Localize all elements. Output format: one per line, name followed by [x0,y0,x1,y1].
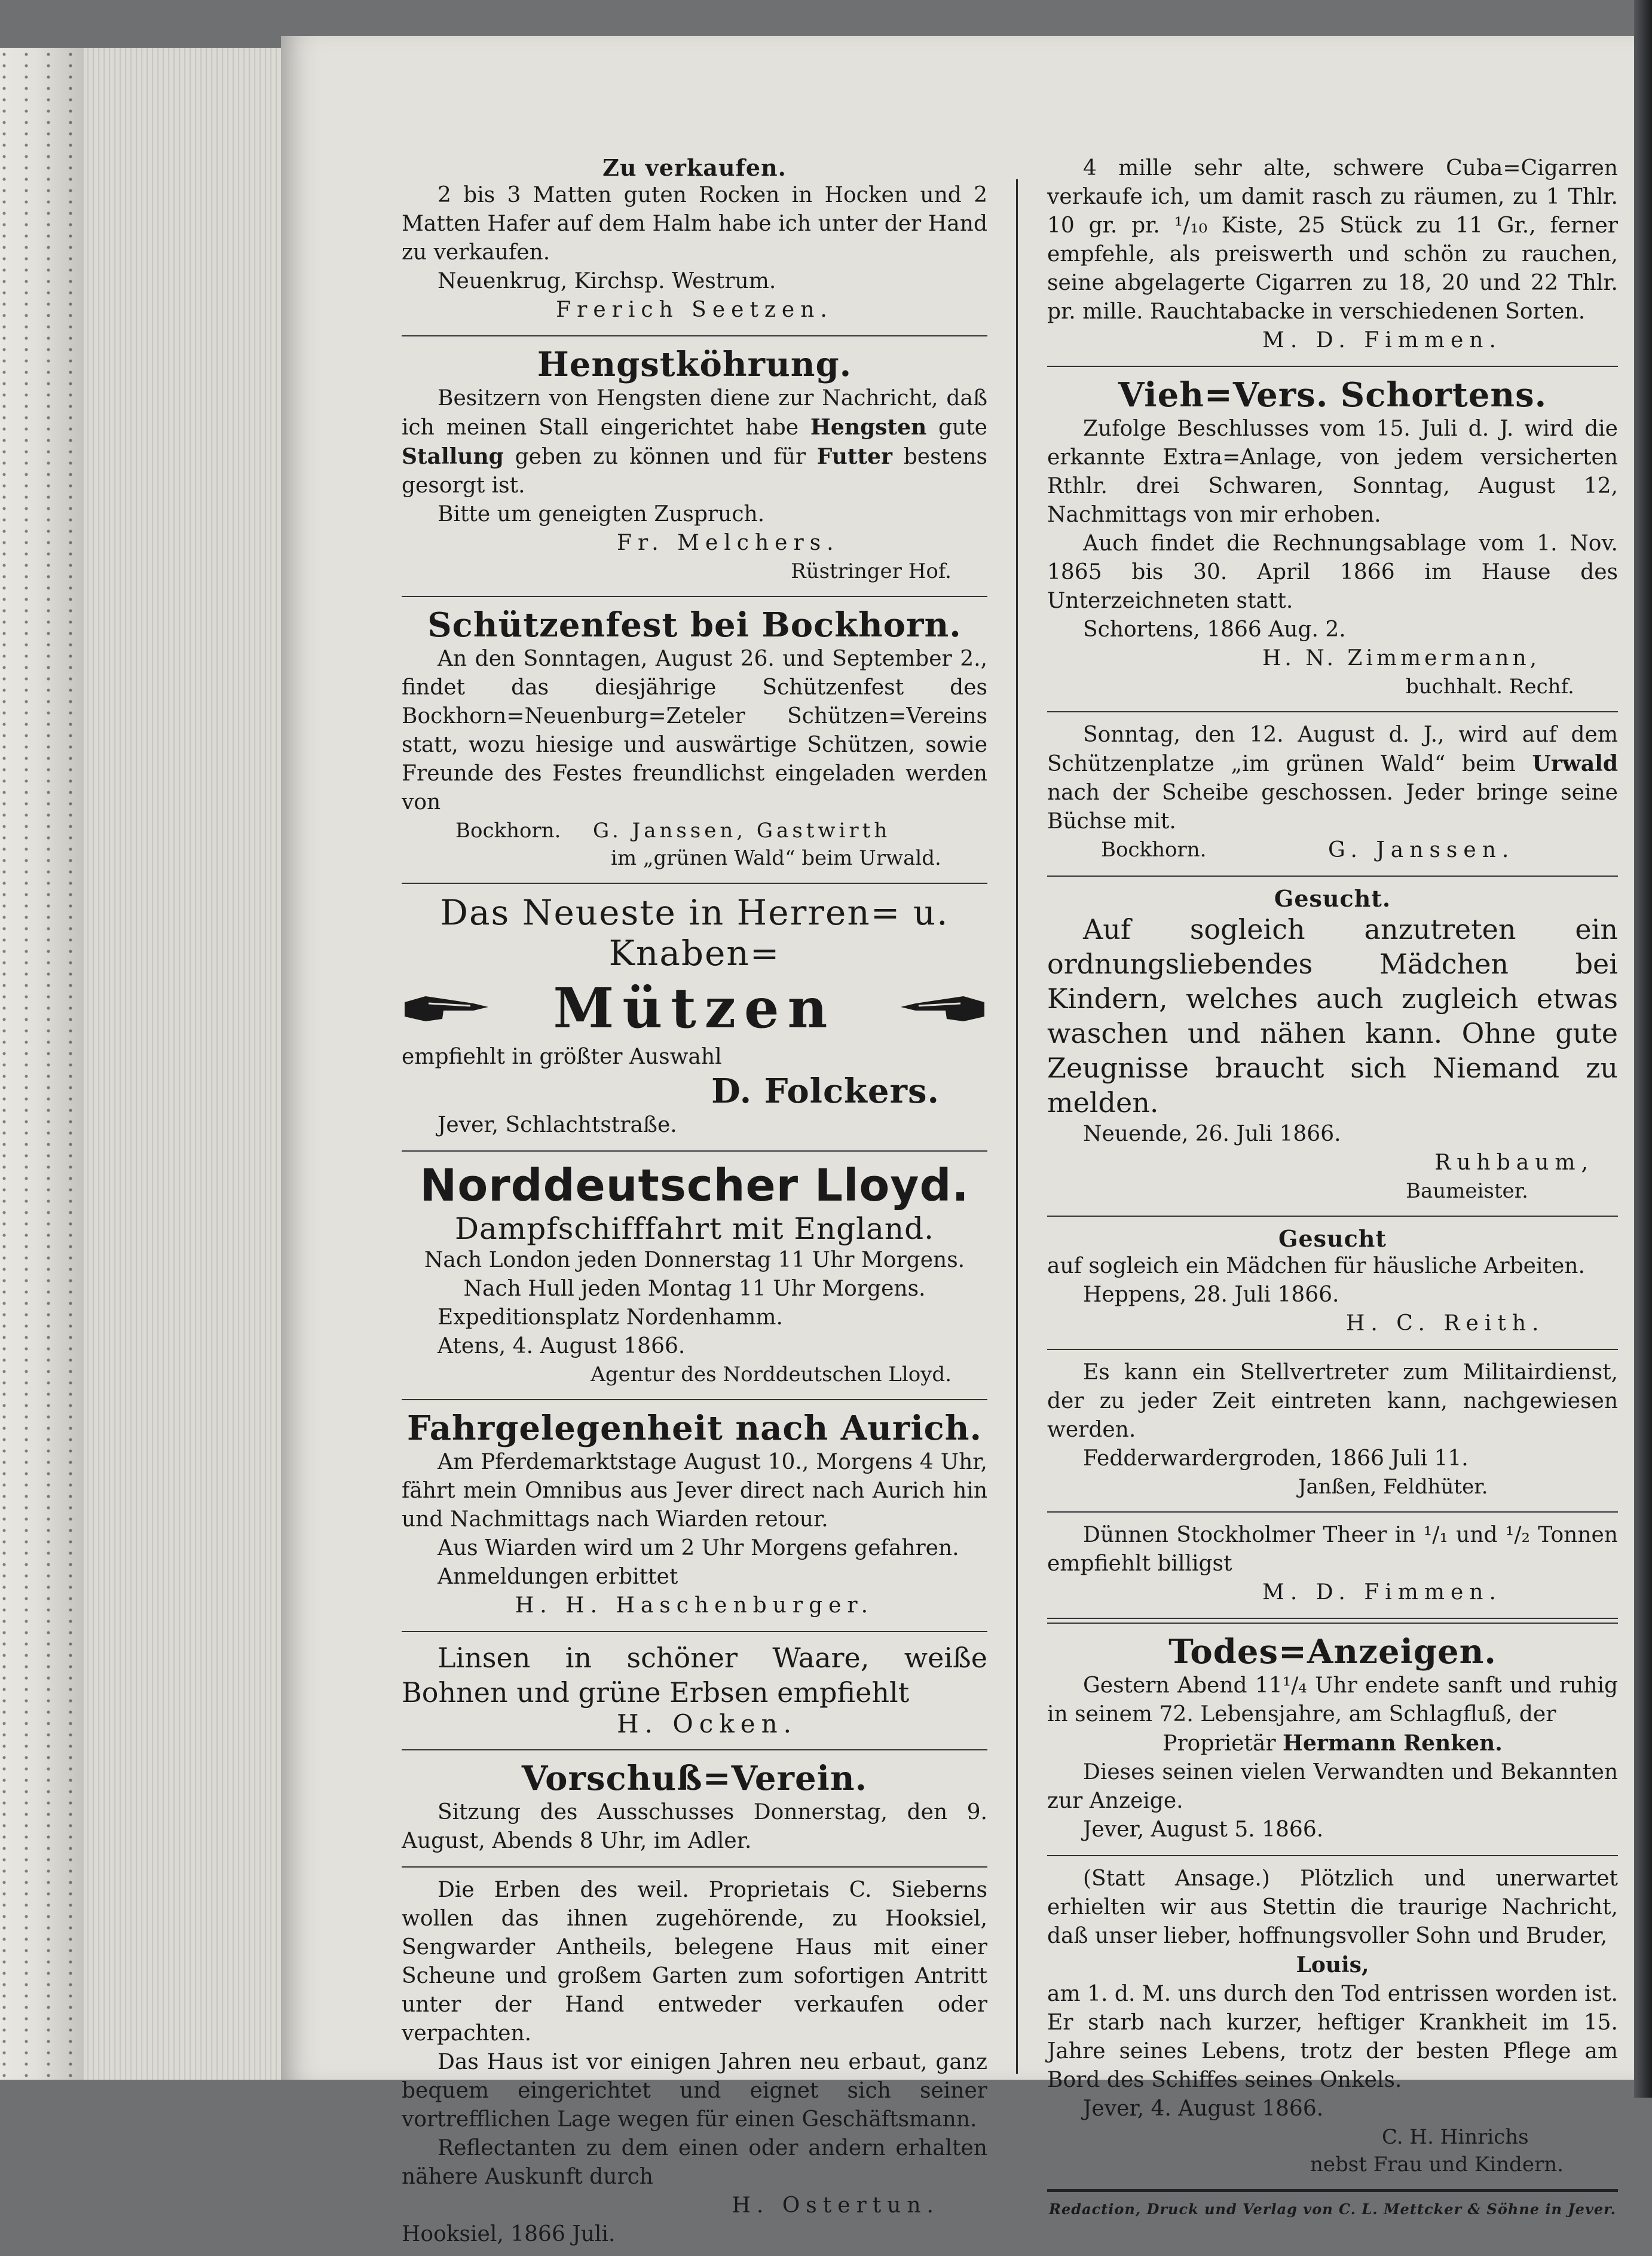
ad-body: Es kann ein Stellvertreter zum Militairdienst, der zu jeder Zeit eintreten kann, nachgewiesen werden. [1047,1360,1618,1442]
ad-title: Gesucht [1278,1225,1387,1252]
ad-signature: G. Janssen. [1328,838,1515,862]
ad-signature: Agentur des Norddeutschen Lloyd. [591,1363,952,1386]
ad-title: Vieh=Vers. Schortens. [1118,375,1547,415]
ad-body: Besitzern von Hengsten diene zur Nachricht, daß ich meinen Stall eingerichtet habe Hengsten gute Stallung geben zu können und für Futter bestens gesorgt ist. [402,386,987,498]
ad-rule [402,1631,987,1632]
ad-vorschuss-verein [402,1754,987,1863]
ad-body: Sonntag, den 12. August d. J., wird auf dem Schützenplatze „im grünen Wald“ beim Urwald nach der Scheibe geschossen. Jeder bringe seine Büchse mit. [1047,723,1618,834]
ad-title: Vorschuß=Verein. [521,1759,868,1798]
ad-line: Expeditionsplatz Nordenhamm. [438,1305,783,1330]
ad-title: Gesucht. [1274,885,1391,912]
ad-statt-ansage [1047,1860,1618,2185]
ad-place: Hooksiel, 1866 Juli. [402,2222,616,2246]
ad-rule [1047,366,1618,367]
ad-body: 4 mille sehr alte, schwere Cuba=Cigarren verkaufe ich, um damit rasch zu räumen, zu 1 Thlr. 10 gr. pr. ¹/₁₀ Kiste, 25 Stück zu 11 Gr., ferner empfehle, als preiswerth und schön zu rauchen, seine abgelagerte Cigarren zu 18, 20 und 22 Thlr. pr. mille. Rauchtabacke in verschiedenen Sorten. [1047,156,1618,324]
ad-rule [402,596,987,597]
ad-body: Das Haus ist vor einigen Jahren neu erbaut, ganz bequem eingerichtet und eignet sich seiner vortrefflichen Lage wegen für einen Geschäftsmann. [402,2050,987,2132]
ad-place: Jever, Schlachtstraße. [438,1113,677,1137]
ad-signature: H. Ostertun. [732,2193,940,2218]
ad-date: Jever, August 5. 1866. [1083,1817,1324,1842]
ad-rule [1047,1855,1618,1856]
ad-body: Dünnen Stockholmer Theer in ¹/₁ und ¹/₂ Tonnen empfiehlt billigst [1047,1523,1618,1576]
ad-todes-anzeigen [1047,1627,1618,1851]
ad-title: Hengstköhrung. [537,345,852,384]
ad-title: Zu verkaufen. [602,154,787,181]
ad-rule [1047,711,1618,712]
ad-body: 2 bis 3 Matten guten Rocken in Hocken und 2 Matten Hafer auf dem Halm habe ich unter der Hand zu verkaufen. [402,183,987,265]
ad-body: empfiehlt in größter Auswahl [402,1045,722,1069]
right-page-edge [1634,0,1652,2098]
ad-line: Nach London jeden Donnerstag 11 Uhr Morgens. [424,1248,965,1272]
ad-signature: M. D. Fimmen. [1262,328,1502,353]
ad-signature: Janßen, Feldhüter. [1298,1475,1488,1499]
ad-body: Zufolge Beschlusses vom 15. Juli d. J. wird die erkannte Extra=Anlage, von jedem versicherten Rthlr. drei Schwaren, Sonntag, August 12, Nachmittags von mir erhoben. [1047,417,1618,527]
ad-body: Gestern Abend 11¹/₄ Uhr endete sanft und ruhig in seinem 72. Lebensjahre, am Schlagfluß, der [1047,1673,1618,1727]
ad-norddeutscher-lloyd [402,1155,987,1395]
ad-stellvertreter [1047,1354,1618,1508]
ad-date: Jever, 4. August 1866. [1083,2096,1324,2121]
ad-place: Bockhorn. [1101,838,1207,862]
ad-rule [402,335,987,336]
ad-signature: G. Janssen, Gastwirth [593,819,891,843]
ad-request: Bitte um geneigten Zuspruch. [438,502,765,526]
ad-body: Anmeldungen erbittet [438,1565,678,1589]
ad-date: Atens, 4. August 1866. [438,1334,686,1358]
ad-body: Am Pferdemarktstage August 10., Morgens 4 Uhr, fährt mein Omnibus aus Jever direct nach Aurich hin und Nachmittags nach Wiarden retour. [402,1450,987,1532]
ad-gesucht-arbeiten [1047,1220,1618,1345]
ad-signature: H. H. Haschenburger. [515,1593,874,1618]
ad-signature: Fr. Melchers. [617,531,840,555]
ad-signature: D. Folckers. [711,1072,940,1111]
ad-signature: Ruhbaum, [1434,1150,1594,1175]
ad-line: Das Neueste in Herren= u. Knaben= [440,892,949,974]
ad-signature: H. C. Reith. [1346,1311,1545,1336]
ad-body: Aus Wiarden wird um 2 Uhr Morgens gefahren. [438,1536,959,1560]
ad-name: Louis, [1296,1952,1369,1978]
ad-gesucht-maedchen [1047,880,1618,1212]
ad-place: Bockhorn. [455,819,561,843]
muetzen-banner [402,976,987,1040]
ad-signature-row [402,817,987,844]
ad-rule [1047,1511,1618,1513]
ad-hengstkoehrung [402,340,987,592]
pointing-hand-left-icon [898,990,987,1026]
ad-schuetzenplatz [1047,716,1618,872]
ad-subtitle: Dampfschifffahrt mit England. [454,1211,935,1246]
ad-hooksiel-haus [402,1871,987,2256]
ad-body: Die Erben des weil. Proprietais C. Sieberns wollen das ihnen zugehörende, zu Hooksiel, Sengwarder Antheils, belegene Haus mit einer Scheune und großem Garten zum sofortigen Antritt unter der Hand entweder verkaufen oder verpachten. [402,1878,987,2046]
ad-signature: H. N. Zimmermann, [1262,646,1541,671]
ad-body: auf sogleich ein Mädchen für häusliche Arbeiten. [1047,1254,1585,1278]
ad-body: Linsen in schöner Waare, weiße Bohnen und grüne Erbsen empfiehlt [402,1642,987,1709]
ad-rule [1047,1216,1618,1217]
ad-signature: H. Ocken. [617,1709,797,1738]
ad-rule [402,1749,987,1750]
ad-body: Dieses seinen vielen Verwandten und Bekannten zur Anzeige. [1047,1760,1618,1813]
ad-signature: Frerich Seetzen. [556,298,833,322]
ad-zu-verkaufen [402,149,987,332]
ad-muetzen [402,887,987,1147]
ad-date: Neuende, 26. Juli 1866. [1083,1122,1341,1146]
ad-line: Nach Hull jeden Montag 11 Uhr Morgens. [463,1277,926,1301]
ad-rule [402,1150,987,1152]
ad-body: am 1. d. M. uns durch den Tod entrissen worden ist. Er starb nach kurzer, heftiger Krankheit im 15. Jahre seines Lebens, trotz der besten Pflege am Bord des Schiffes seines Onkels. [1047,1982,1618,2092]
ad-signature: M. D. Fimmen. [1262,1580,1502,1605]
ad-rule [1047,1618,1618,1624]
ad-signature-row [1047,836,1618,865]
imprint: Redaction, Druck und Verlag von C. L. Mettcker & Söhne in Jever. [1049,2200,1616,2218]
ad-signature-sub: nebst Frau und Kindern. [1310,2153,1564,2177]
column-divider [1016,179,1018,2074]
ad-rule [402,883,987,884]
ad-place: Neuenkrug, Kirchsp. Westrum. [438,269,776,293]
ad-body: Auf sogleich anzutreten ein ordnungsliebendes Mädchen bei Kindern, welches auch zugleich etwas waschen und nähen kann. Ohne gute Zeugnisse braucht sich Niemand zu melden. [1047,913,1618,1119]
ad-body: Reflectanten zu dem einen oder andern erhalten nähere Auskunft durch [402,2136,987,2189]
page-stack [84,48,287,2080]
ad-body: An den Sonntagen, August 26. und September 2., findet das diesjährige Schützenfest des Bockhorn=Neuenburg=Zeteler Schützen=Vereins statt, wozu hiesige und auswärtige Schützen, sowie Freunde des Festes freundlichst eingeladen werden von [402,647,987,815]
ad-date: Schortens, 1866 Aug. 2. [1083,617,1346,642]
ad-body: (Statt Ansage.) Plötzlich und unerwartet erhielten wir aus Stettin die traurige Nachricht, daß unser lieber, hoffnungsvoller Sohn und Bruder, [1047,1866,1618,1948]
ad-title: Schützenfest bei Bockhorn. [427,605,962,645]
ad-name: Proprietär Hermann Renken. [1162,1731,1503,1756]
ad-title: Norddeutscher Lloyd. [420,1160,969,1211]
ad-signature: C. H. Hinrichs [1382,2125,1529,2149]
ad-date: Heppens, 28. Juli 1866. [1083,1282,1339,1307]
ad-rule [402,1399,987,1400]
ad-body: Sitzung des Ausschusses Donnerstag, den 9. August, Abends 8 Uhr, im Adler. [402,1800,987,1853]
ad-signature-sub: buchhalt. Rechf. [1406,675,1574,699]
ad-signature-sub: Baumeister. [1406,1179,1528,1203]
ad-vieh-vers-schortens [1047,371,1618,708]
ad-rule [1047,2189,1618,2192]
ad-fahrgelegenheit [402,1404,987,1627]
ad-cigarren [1047,149,1618,362]
ad-schuetzenfest [402,601,987,879]
pointing-hand-right-icon [402,990,491,1026]
ad-stockholmer-theer [1047,1516,1618,1614]
ad-rule [1047,1349,1618,1350]
left-column [402,149,987,2256]
ad-rule [1047,876,1618,877]
ad-title: Todes=Anzeigen. [1168,1632,1497,1672]
ad-signature-sub: im „grünen Wald“ beim Urwald. [611,846,941,870]
ad-rule [402,1866,987,1868]
ad-signature-sub: Rüstringer Hof. [791,559,952,583]
ad-title: Fahrgelegenheit nach Aurich. [407,1409,982,1448]
ad-body: Auch findet die Rechnungsablage vom 1. Nov. 1865 bis 30. April 1866 im Hause des Unterzeichneten statt. [1047,531,1618,613]
ad-date: Fedderwardergroden, 1866 Juli 11. [1083,1446,1469,1471]
right-column [1047,149,1618,2218]
muetzen-word: Mützen [553,976,836,1040]
ad-linsen [402,1636,987,1746]
